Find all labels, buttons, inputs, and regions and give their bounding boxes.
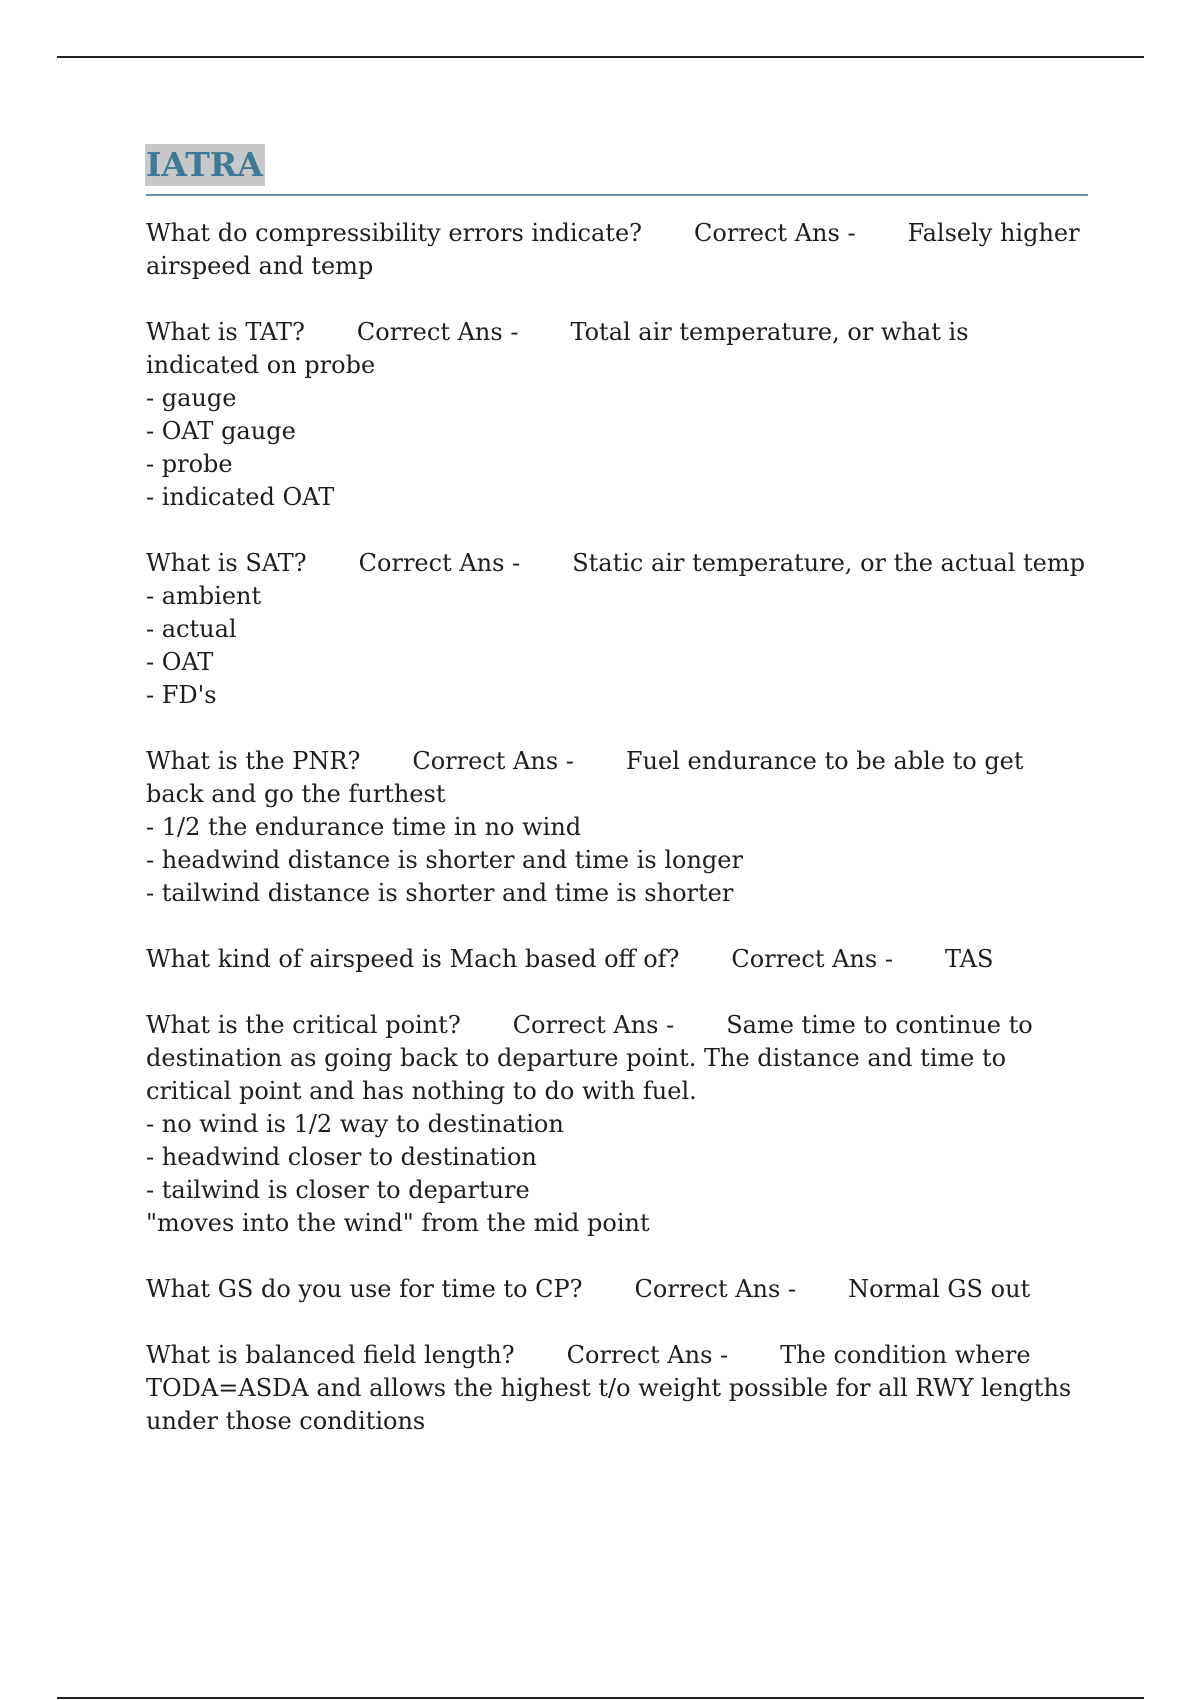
question-text: What is the PNR? <box>146 747 361 775</box>
qa-item-5 <box>146 943 1088 976</box>
note-line: "moves into the wind" from the mid point <box>146 1209 650 1237</box>
question-text: What is SAT? <box>146 549 307 577</box>
page-top-rule <box>57 56 1144 58</box>
qa-item-6 <box>146 1009 1088 1240</box>
question-text: What GS do you use for time to CP? <box>146 1275 583 1303</box>
qa-text <box>146 1273 1088 1306</box>
qa-item-8 <box>146 1339 1088 1438</box>
answer-text: Fuel endurance to be able to get back and go the furthest <box>146 747 1024 808</box>
question-text: What is the critical point? <box>146 1011 461 1039</box>
qa-item-1 <box>146 217 1088 283</box>
answer-label: Correct Ans - <box>356 318 519 346</box>
question-text: What is balanced field length? <box>146 1341 515 1369</box>
answer-text: Falsely higher airspeed and temp <box>146 219 1080 280</box>
note-line: - OAT <box>146 648 214 676</box>
qa-item-4 <box>146 745 1088 910</box>
question-text: What kind of airspeed is Mach based off of? <box>146 945 680 973</box>
qa-text <box>146 316 1088 514</box>
note-line: - tailwind is closer to departure <box>146 1176 530 1204</box>
answer-label: Correct Ans - <box>566 1341 729 1369</box>
qa-text <box>146 943 1088 976</box>
note-line: - probe <box>146 450 233 478</box>
qa-text <box>146 217 1088 283</box>
answer-text: Same time to continue to destination as going back to departure point. The distance and time to critical point and has nothing to do with fuel. <box>146 1011 1033 1105</box>
answer-label: Correct Ans - <box>358 549 521 577</box>
page-bottom-rule <box>57 1697 1144 1699</box>
note-line: - FD's <box>146 681 217 709</box>
answer-label: Correct Ans - <box>412 747 574 775</box>
title-underline <box>146 194 1088 196</box>
document-title: IATRA <box>146 145 263 184</box>
note-line: - headwind closer to destination <box>146 1143 537 1171</box>
answer-label: Correct Ans - <box>694 219 856 247</box>
qa-item-3 <box>146 547 1088 712</box>
answer-label: Correct Ans - <box>731 945 893 973</box>
note-line: - gauge <box>146 384 237 412</box>
note-line: - headwind distance is shorter and time is longer <box>146 846 743 874</box>
note-line: - OAT gauge <box>146 417 296 445</box>
question-text: What do compressibility errors indicate? <box>146 219 643 247</box>
note-line: - indicated OAT <box>146 483 335 511</box>
document-body <box>146 144 1088 1471</box>
answer-label: Correct Ans - <box>634 1275 797 1303</box>
answer-text: Normal GS out <box>848 1275 1031 1303</box>
note-line: - tailwind distance is shorter and time is shorter <box>146 879 734 907</box>
answer-text: Total air temperature, or what is indicated on probe <box>146 318 969 379</box>
note-line: - actual <box>146 615 237 643</box>
answer-text: TAS <box>944 945 994 973</box>
answer-text: Static air temperature, or the actual temp <box>572 549 1085 577</box>
note-line: - no wind is 1/2 way to destination <box>146 1110 564 1138</box>
note-line: - ambient <box>146 582 262 610</box>
answer-text: The condition where TODA=ASDA and allows the highest t/o weight possible for all RWY lengths under those conditions <box>146 1341 1072 1435</box>
qa-text <box>146 547 1088 712</box>
qa-text <box>146 745 1088 910</box>
note-line: - 1/2 the endurance time in no wind <box>146 813 582 841</box>
question-text: What is TAT? <box>146 318 305 346</box>
qa-text <box>146 1339 1088 1438</box>
qa-text <box>146 1009 1088 1240</box>
qa-item-2 <box>146 316 1088 514</box>
qa-item-7 <box>146 1273 1088 1306</box>
answer-label: Correct Ans - <box>512 1011 675 1039</box>
